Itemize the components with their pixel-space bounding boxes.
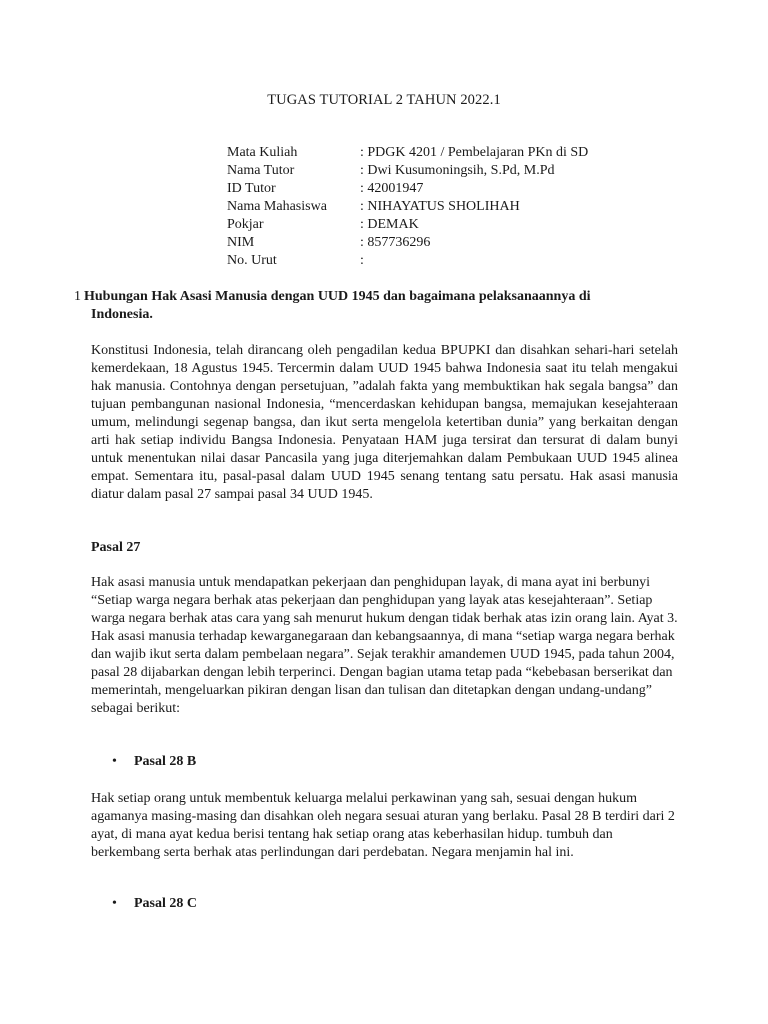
info-row: [227, 180, 588, 198]
bullet-dot: •: [112, 754, 117, 769]
paragraph-intro: Konstitusi Indonesia, telah dirancang oleh pengadilan kedua BPUPKI dan disahkan sehari-hari setelah kemerdekaan, 18 Agustus 1945. Tercermin dalam UUD 1945 bahwa Indonesia saat itu telah mengakui hak manusia. Contohnya dengan persetujuan, ”adalah fakta yang membuktikan hak segala bangsa” dan tujuan pembangunan nasional Indonesia, “mencerdaskan kehidupan bangsa, memajukan kesejahteraan umum, melindungi segenap bangsa, dan ikut serta mengelola ketertiban dunia” yang berkaitan dengan arti hak setiap individu Bangsa Indonesia. Penyataan HAM juga tersirat dan tersurat di dalam bunyi untuk menentukan nilai dasar Pancasila yang juga diterjemahkan dalam Pembukaan UUD 1945 alinea empat. Sementara itu, pasal-pasal dalam UUD 1945 senang tentang satu persatu. Hak asasi manusia diatur dalam pasal 27 sampai pasal 34 UUD 1945.: [91, 343, 678, 502]
info-value: : Dwi Kusumoningsih, S.Pd, M.Pd: [360, 163, 555, 178]
paragraph-pasal-28b: Hak setiap orang untuk membentuk keluarga melalui perkawinan yang sah, sesuai dengan hukum agamanya masing-masing dan disahkan oleh negara sesuai aturan yang berlaku. Pasal 28 B terdiri dari 2 ayat, di mana ayat kedua berisi tentang hak setiap orang atas keberhasilan hidup. tumbuh dan berkembang serta berhak atas perlindungan dari perdebatan. Negara menjamin hal ini.: [91, 791, 675, 860]
question-number: 1: [74, 289, 81, 304]
bullet-pasal-28c: [112, 896, 197, 912]
info-label: Nama Mahasiswa: [227, 199, 327, 214]
info-value: : 857736296: [360, 235, 431, 250]
paragraph-pasal-27: Hak asasi manusia untuk mendapatkan pekerjaan dan penghidupan layak, di mana ayat ini berbunyi “Setiap warga negara berhak atas pekerjaan dan penghidupan yang layak atas kesejahteraan”. Setiap warga negara berhak atas cara yang sah menurut hukum dengan tidak berhak atas izin orang lain. Ayat 3. Hak asasi manusia terhadap kewarganegaraan dan kebangsaannya, di mana “setiap warga negara berhak dan wajib ikut serta dalam pembelaan negara”. Sejak terakhir amandemen UUD 1945, pada tahun 2004, pasal 28 dijabarkan dengan lebih terperinci. Dengan bagian utama tetap pada “kebebasan berserikat dan memerintah, mengeluarkan pikiran dengan lisan dan tulisan dan ditetapkan dengan undang-undang” sebagai berikut:: [91, 575, 678, 716]
info-label: No. Urut: [227, 253, 277, 268]
info-value: :: [360, 253, 364, 268]
question-line-2: Indonesia.: [91, 307, 153, 322]
info-block: [227, 144, 588, 270]
bullet-dot: •: [112, 896, 117, 911]
info-label: ID Tutor: [227, 181, 276, 196]
info-row: [227, 144, 588, 162]
info-label: Nama Tutor: [227, 163, 295, 178]
info-row: [227, 252, 588, 270]
info-value: : 42001947: [360, 181, 424, 196]
info-value: : DEMAK: [360, 217, 419, 232]
info-row: [227, 198, 588, 216]
info-value: : PDGK 4201 / Pembelajaran PKn di SD: [360, 145, 589, 160]
info-row: [227, 162, 588, 180]
info-label: Mata Kuliah: [227, 145, 298, 160]
bullet-pasal-28b: [112, 754, 196, 770]
document-title: TUGAS TUTORIAL 2 TAHUN 2022.1: [267, 92, 501, 108]
question-1: [74, 288, 684, 324]
bullet-label: Pasal 28 C: [134, 896, 197, 911]
info-value: : NIHAYATUS SHOLIHAH: [360, 199, 520, 214]
info-row: [227, 234, 588, 252]
bullet-label: Pasal 28 B: [134, 754, 197, 769]
info-label: Pokjar: [227, 217, 264, 232]
info-row: [227, 216, 588, 234]
question-line-1: Hubungan Hak Asasi Manusia dengan UUD 1945 dan bagaimana pelaksanaannya di: [84, 289, 591, 304]
heading-pasal-27: Pasal 27: [91, 540, 141, 555]
info-label: NIM: [227, 235, 255, 250]
